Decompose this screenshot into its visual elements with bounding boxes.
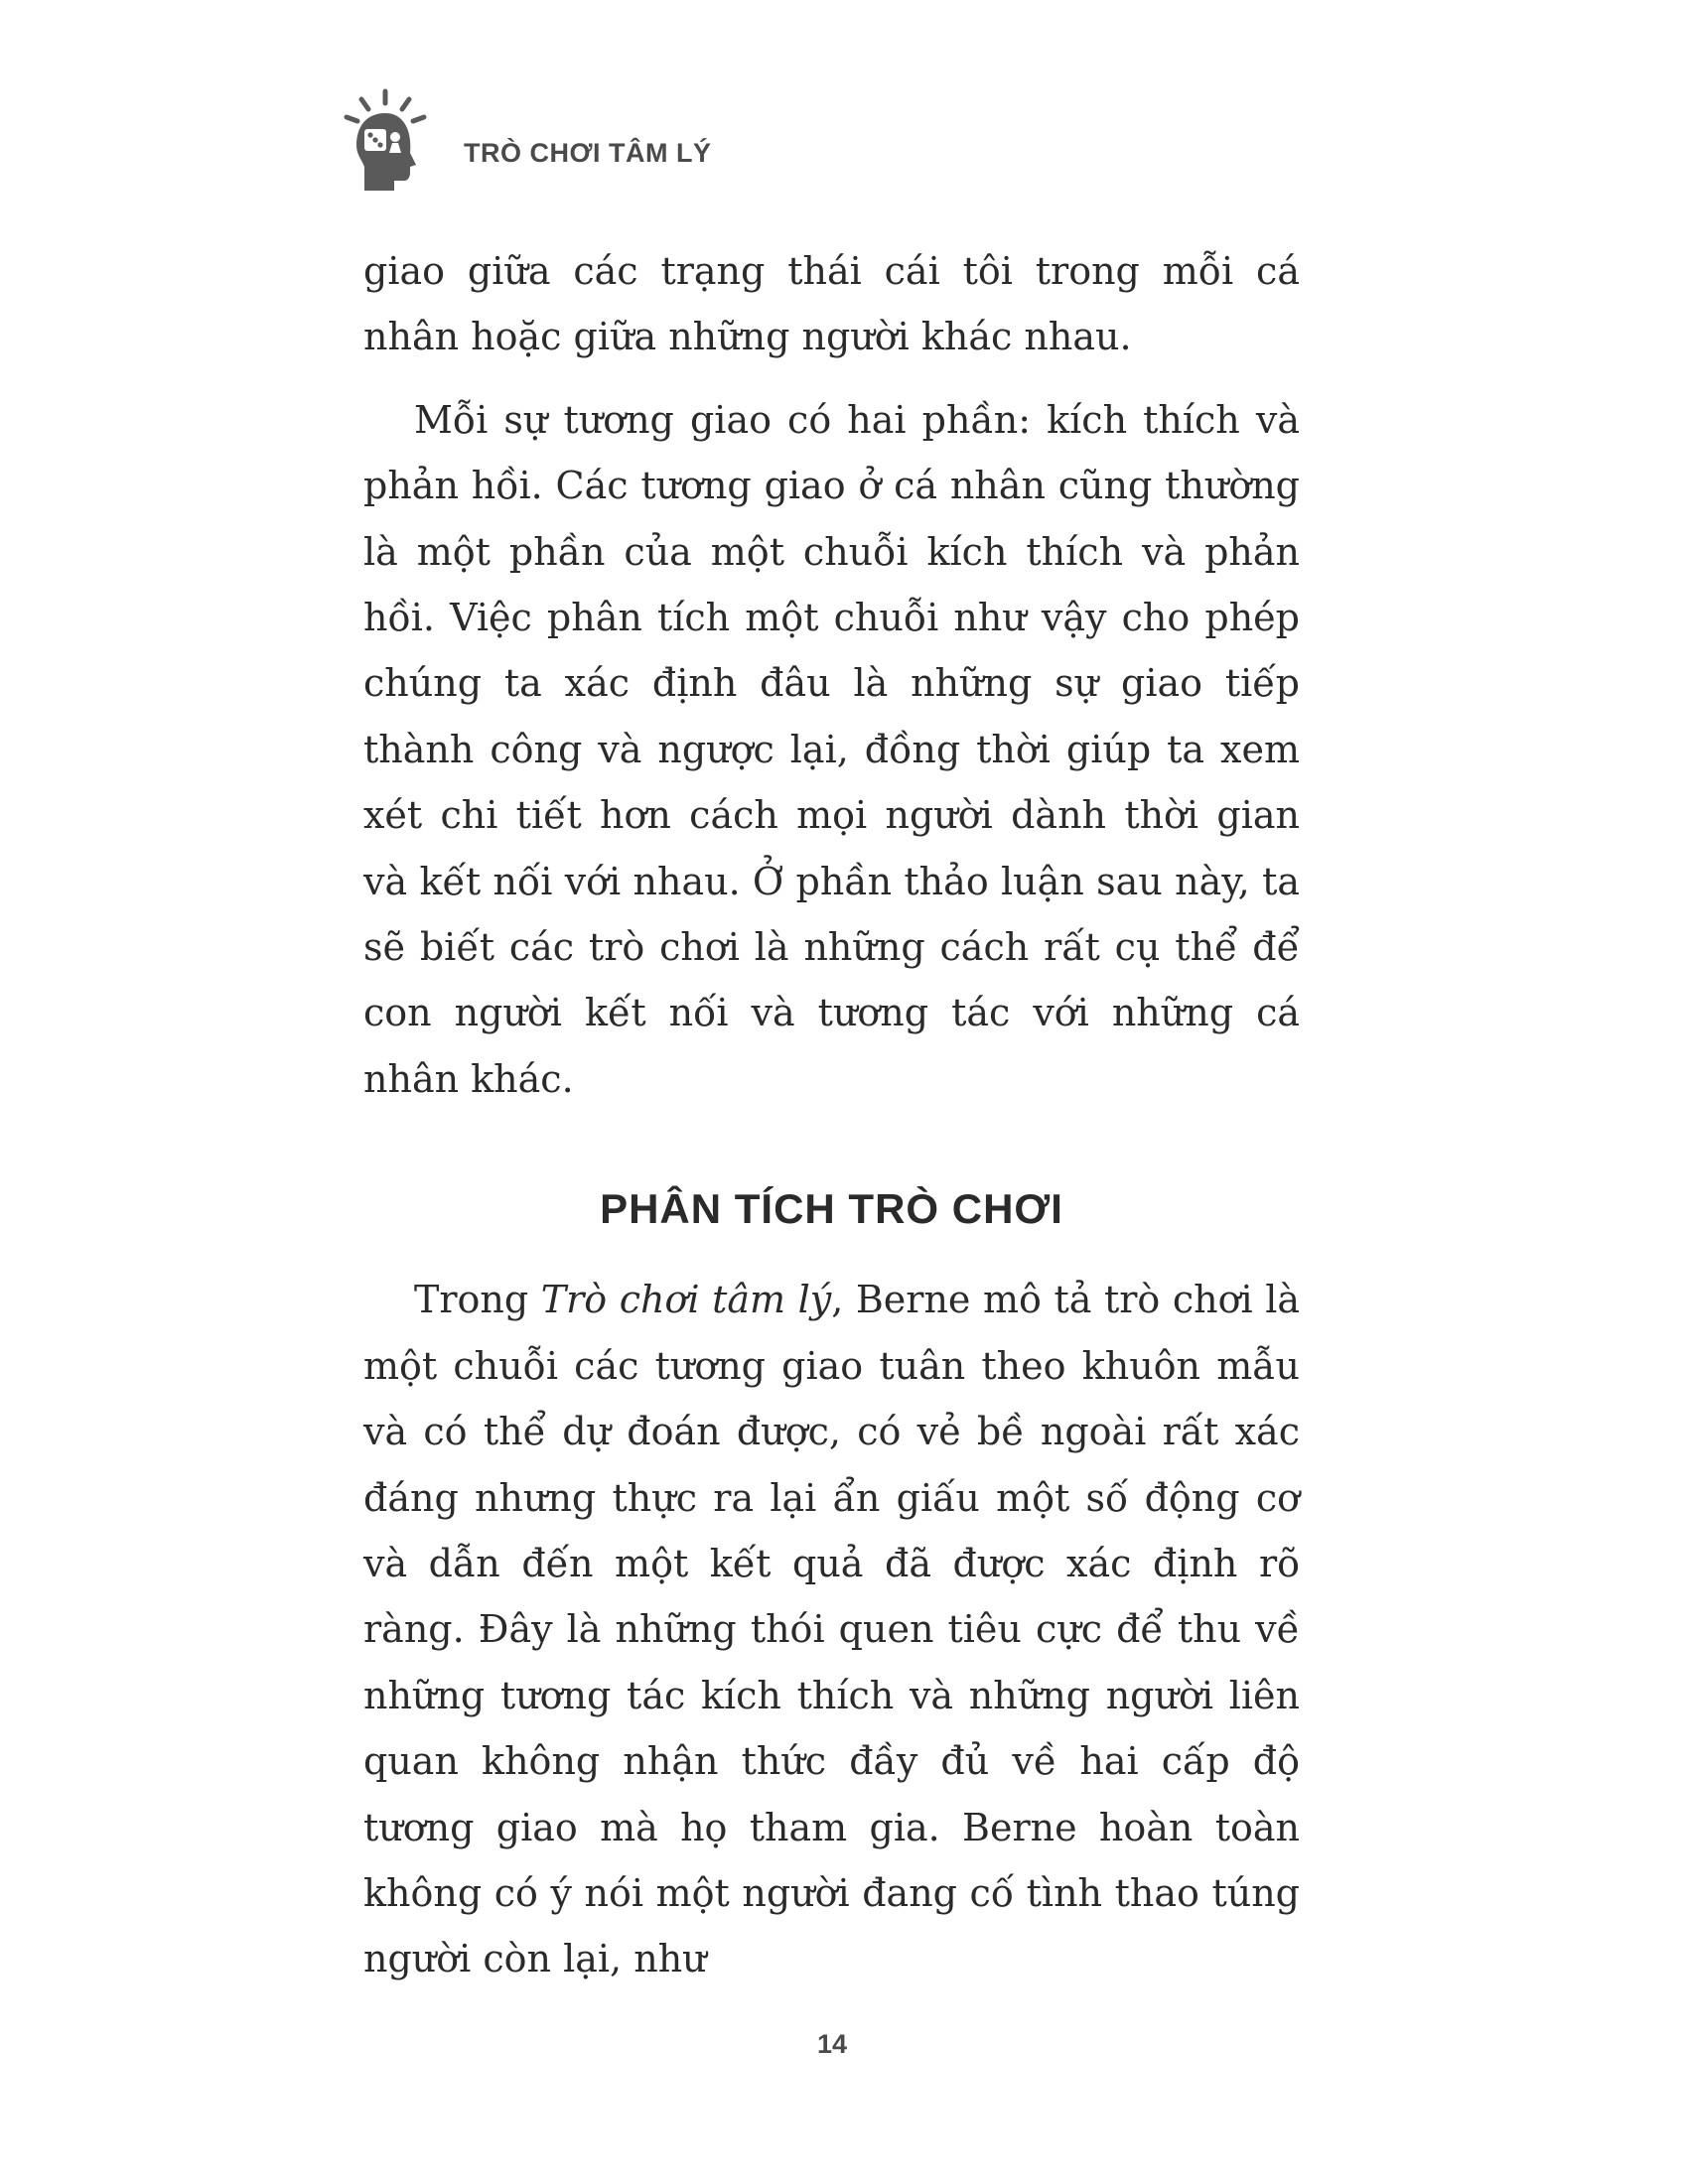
section-heading: PHÂN TÍCH TRÒ CHƠI	[600, 1185, 1063, 1233]
paragraph-3	[363, 1267, 1300, 1991]
page-number: 14	[816, 2029, 848, 2059]
body-text	[363, 238, 1300, 1992]
running-title: TRÒ CHƠI TÂM LÝ	[464, 137, 712, 168]
running-header	[343, 87, 712, 197]
head-with-dice-icon	[343, 87, 442, 197]
paragraph-2: Mỗi sự tương giao có hai phần: kích thích và phản hồi. Các tương giao ở cá nhân cũng thường là một phần của một chuỗi kích thích và phản hồi. Việc phân tích một chuỗi như vậy cho phép chúng ta xác định đâu là những sự giao tiếp thành công và ngược lại, đồng thời giúp ta xem xét chi tiết hơn cách mọi người dành thời gian và kết nối với nhau. Ở phần thảo luận sau này, ta sẽ biết các trò chơi là những cách rất cụ thể để con người kết nối và tương tác với những cá nhân khác.	[363, 397, 1300, 1101]
paragraph-3-rest: , Berne mô tả trò chơi là một chuỗi các tương giao tuân theo khuôn mẫu và có thể dự đoán được, có vẻ bề ngoài rất xác đáng nhưng thực ra lại ẩn giấu một số động cơ và dẫn đến một kết quả đã được xác định rõ ràng. Đây là những thói quen tiêu cực để thu về những tương tác kích thích và những người liên quan không nhận thức đầy đủ về hai cấp độ tương giao mà họ tham gia. Berne hoàn toàn không có ý nói một người đang cố tình thao túng người còn lại, như	[363, 1278, 1300, 1981]
paragraph-1: giao giữa các trạng thái cái tôi trong mỗi cá nhân hoặc giữa những người khác nhau.	[363, 249, 1300, 359]
paragraph-3-start: Trong	[414, 1278, 541, 1322]
book-title-italic: Trò chơi tâm lý	[540, 1278, 832, 1322]
